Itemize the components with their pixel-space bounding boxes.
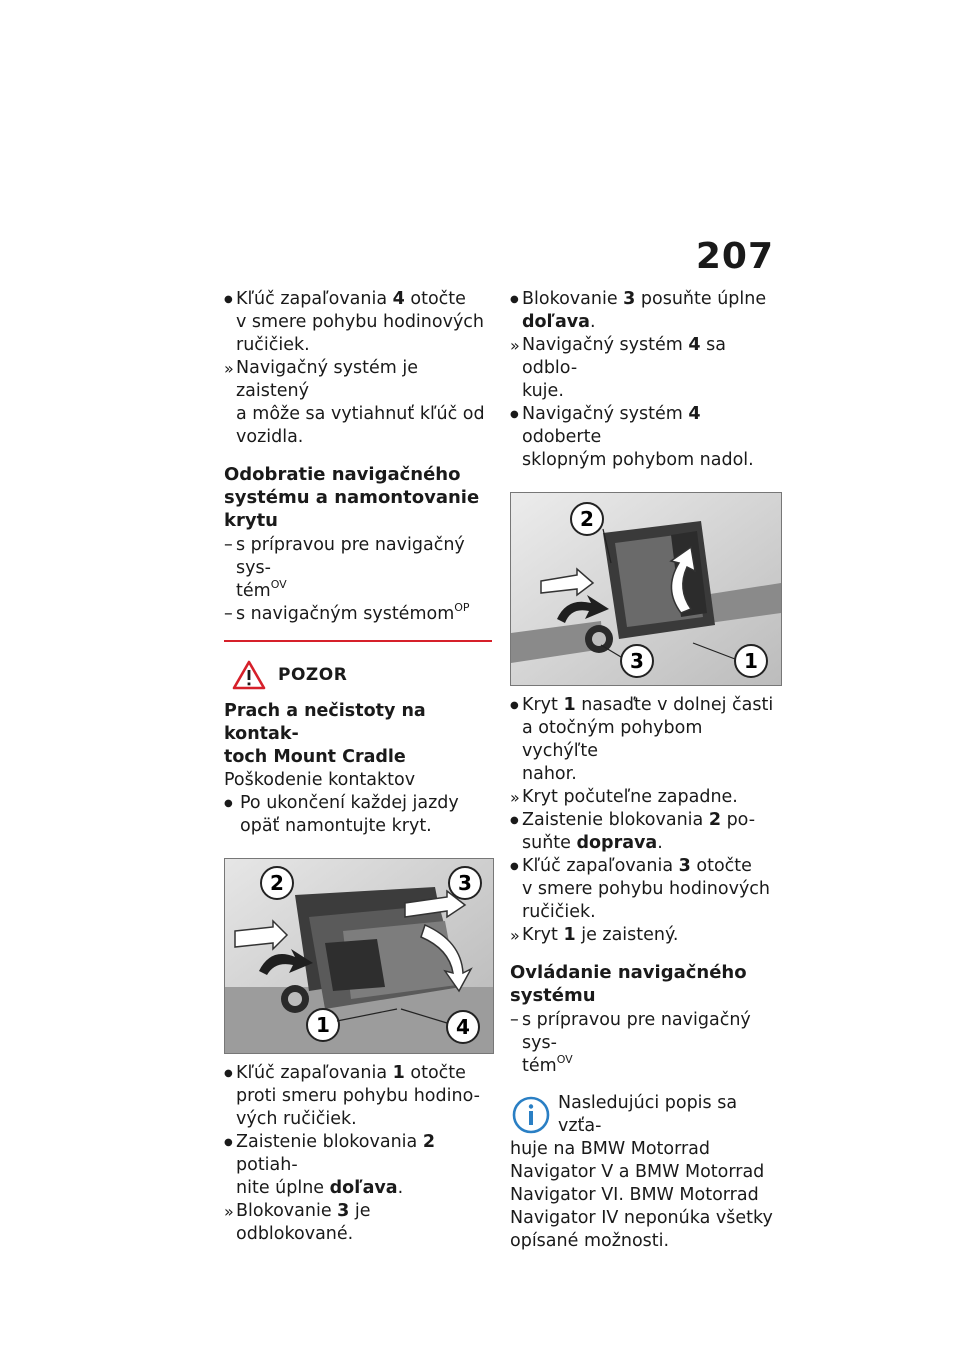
list-item: ● Navigačný systém 4 odoberte sklopným pohybom nadol. [510,403,782,472]
callout-1: 1 [316,1013,330,1037]
list-item: ● Blokovanie 3 posuňte úplne doľava. [510,288,782,334]
list-item: » Kryt počuteľne zapadne. [510,786,782,809]
list-item: » Kryt 1 je zaistený. [510,924,782,947]
right-column [510,288,782,1253]
callout-2: 2 [270,871,284,895]
caution-consequence: Poškodenie kontaktov [224,770,416,790]
list-item: » Blokovanie 3 je odblokované. [224,1200,492,1246]
list-item: ● Kryt 1 nasaďte v dolnej časti a otočným pohybom vychýľte nahor. [510,694,782,786]
section-heading: Odobratie navigačného systému a namontovanie krytu [224,464,480,531]
list-item: » Navigačný systém je zaistený a môže sa vytiahnuť kľúč od vozidla. [224,357,492,449]
list-item: ● Kľúč zapaľovania 4 otočte v smere pohybu hodinových ručičiek. [224,288,492,357]
section-heading: Ovládanie navigačného systému [510,962,747,1006]
callout-1: 1 [744,649,758,673]
figure-cover-install [510,492,782,686]
left-column [224,288,492,1246]
warning-icon [232,660,266,690]
condition-item: – s prípravou pre navigačný sys- tém$^{OV}$ [224,534,492,603]
caution-label: POZOR [278,665,348,685]
callout-3: 3 [630,649,644,673]
list-item: ● Kľúč zapaľovania 1 otočte proti smeru pohybu hodino- vých ručičiek. [224,1062,492,1131]
page-number: 207 [695,236,774,277]
info-note: Nasledujúci popis sa vzťa- huje na BMW Motorrad Navigator V a BMW Motorrad Navigator VI. BMW Motorrad Navigator IV neponúka všetky opísané možnosti. [510,1093,773,1251]
caution-action: ● Po ukončení každej jazdy opäť namontujte kryt. [224,792,492,838]
info-icon [510,1094,552,1136]
list-item: ● Zaistenie blokovania 2 potiah- nite úplne doľava. [224,1131,492,1200]
list-item: » Navigačný systém 4 sa odblo- kuje. [510,334,782,403]
caution-box [224,640,492,838]
list-item: ● Zaistenie blokovania 2 po- suňte doprava. [510,809,782,855]
callout-2: 2 [580,507,594,531]
condition-item: – s navigačným systémom$^{OP}$ [224,603,492,626]
list-item: ● Kľúč zapaľovania 3 otočte v smere pohybu hodinových ručičiek. [510,855,782,924]
callout-3: 3 [458,871,472,895]
figure-nav-removal [224,858,494,1054]
caution-title: Prach a nečistoty na kontak- toch Mount Cradle [224,701,426,767]
condition-item: – s prípravou pre navigačný sys- tém$^{OV}$ [510,1009,782,1078]
callout-4: 4 [456,1015,470,1039]
